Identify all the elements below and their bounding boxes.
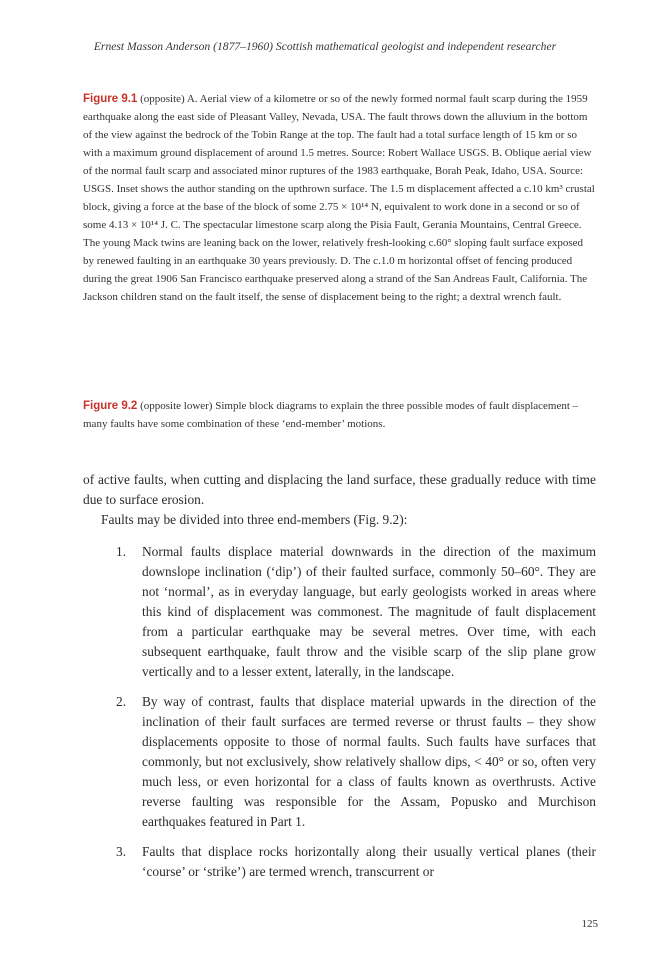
body-text bbox=[83, 470, 596, 882]
caption-text: (opposite) A. Aerial view of a kilometre or so of the newly formed normal fault scarp during the 1959 earthquake along the east side of Pleasant Valley, Nevada, USA. The fault throws down the alluvium in the bottom of the view against the bedrock of the Tobin Range at the top. The fault had a total surface length of 15 km or so with a maximum ground displacement of around 1.5 metres. Source: Robert Wallace USGS. B. Oblique aerial view of the normal fault scarp and associated minor ruptures of the 1983 earthquake, Borah Peak, Idaho, USA. Source: USGS. Inset shows the author standing on the upthrown surface. The 1.5 m displacement affected a c.10 km³ crustal block, giving a force at the base of the block of some 2.75 × 10¹⁴ N, equivalent to work done in a second or so of some 4.13 × 10¹⁴ J. C. The spectacular limestone scarp along the Pisia Fault, Gerania Mountains, Central Greece. The young Mack twins are leaning back on the lower, relatively fresh-looking c.60° sloping fault surface exposed by renewed faulting in an earthquake 30 years previously. D. The c.1.0 m horizontal offset of fencing produced during the great 1906 San Francisco earthquake preserved along a strand of the San Andreas Fault, California. The Jackson children stand on the fault itself, the sense of displacement being to the right; a dextral wrench fault. bbox=[83, 93, 595, 303]
list-item bbox=[83, 842, 596, 882]
paragraph: of active faults, when cutting and displacing the land surface, these gradually reduce with time due to surface erosion. bbox=[83, 472, 596, 507]
list-item-text: Normal faults displace material downwards in the direction of the maximum downslope inclination (‘dip’) of their faulted surface, commonly 50–60°. They are not ‘normal’, as in everyday language, but early geologists worked in areas where this kind of displacement was commonest. The magnitude of fault displacement from a particular earthquake may be several metres. Over time, with each subsequent earthquake, fault throw and the visible scarp of the slip plane grow vertically and to a lesser extent, laterally, in the landscape. bbox=[142, 544, 596, 679]
list-number: 2. bbox=[116, 694, 127, 709]
list-item-text: Faults that displace rocks horizontally along their usually vertical planes (their ‘course’ or ‘strike’) are termed wrench, transcurrent or bbox=[142, 844, 596, 879]
list-number: 1. bbox=[116, 544, 127, 559]
figure-label: Figure 9.1 bbox=[83, 93, 138, 105]
figure-label: Figure 9.2 bbox=[83, 400, 138, 412]
running-header: Ernest Masson Anderson (1877–1960) Scottish mathematical geologist and independent researcher bbox=[93, 40, 557, 53]
figure-caption-9-1 bbox=[83, 90, 595, 306]
caption-text: (opposite lower) Simple block diagrams to explain the three possible modes of fault displacement – many faults have some combination of these ‘end-member’ motions. bbox=[83, 400, 579, 430]
list-number: 3. bbox=[116, 844, 127, 859]
paragraph: Faults may be divided into three end-members (Fig. 9.2): bbox=[101, 512, 408, 527]
list-item bbox=[83, 692, 596, 832]
list-item bbox=[83, 542, 596, 682]
figure-caption-9-2 bbox=[83, 397, 595, 433]
fault-types-list bbox=[83, 542, 596, 882]
page-number: 125 bbox=[581, 918, 598, 930]
list-item-text: By way of contrast, faults that displace material upwards in the direction of the inclination of their fault surfaces are termed reverse or thrust faults – they show displacements opposite to those of normal faults. Such faults have surfaces that commonly, but not exclusively, show relatively shallow dips, < 40° or so, often very much less, or even horizontal for a class of faults known as overthrusts. Active reverse faulting was responsible for the Assam, Popusko and Murchison earthquakes featured in Part 1. bbox=[142, 694, 596, 829]
